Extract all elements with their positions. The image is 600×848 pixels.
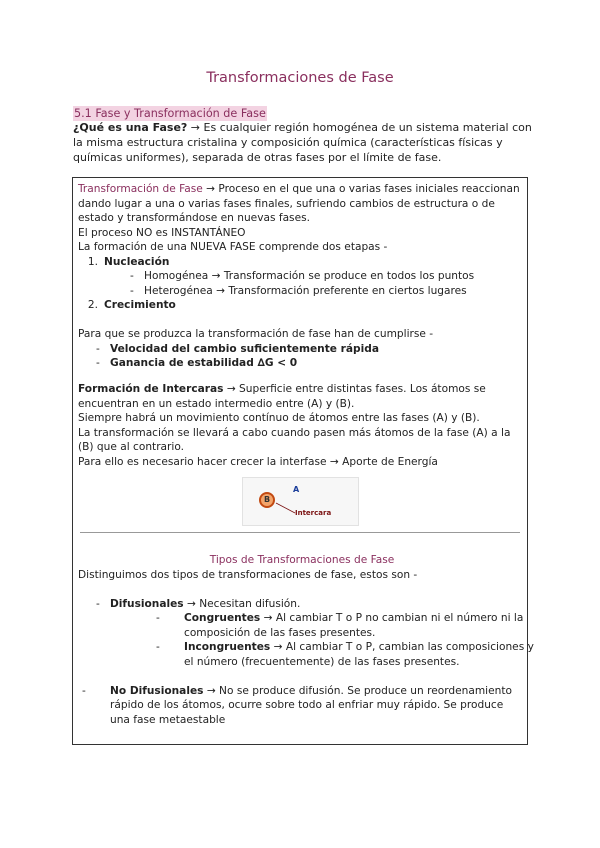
section-heading: 5.1 Fase y Transformación de Fase (74, 107, 266, 120)
condition-stability (96, 356, 544, 371)
interface-definition (78, 382, 526, 411)
non-diffusional-term: No Difusionales (110, 684, 204, 697)
phase-a-label: A (293, 485, 300, 494)
transformation-condition: La transformación se llevará a cabo cuando pasen más átomos de la fase (A) a la (B) que al contrario. (78, 426, 511, 453)
types-heading: Tipos de Transformaciones de Fase (209, 554, 395, 566)
page-title: Transformaciones de Fase (206, 70, 394, 86)
heterogeneous-term: Heterogénea (144, 284, 213, 297)
bullet-dash: - (130, 284, 134, 297)
non-diffusional-text: → No se produce difusión. Se produce un reordenamiento rápido de los átomos, ocurre sobre todo al enfriar muy rápido. Se produce una fase metaestable (110, 684, 512, 726)
incongruent-text: → Al cambiar T o P, cambian las composiciones y el número (frecuentemente) de las fases presentes. (184, 641, 534, 668)
phase-b-circle: B (259, 492, 275, 508)
diffusional-text: → Necesitan difusión. (186, 597, 301, 610)
energy-note: Para ello es necesario hacer crecer la interfase → Aporte de Energía (78, 455, 438, 468)
types-intro: Distinguimos dos tipos de transformaciones de fase, estos son - (78, 568, 418, 581)
subtype-incongruent (156, 640, 536, 669)
type-non-diffusional (82, 684, 520, 728)
interface-label: Intercara (295, 509, 332, 517)
nucleation-heterogeneous (130, 284, 530, 299)
stage-number: 2. (87, 299, 98, 311)
definition-term: Transformación de Fase (78, 183, 203, 195)
interface-text: → Superficie entre distintas fases. Los átomos se encuentran en un estado intermedio entre (A) y (B). (78, 383, 486, 410)
condition-text: Ganancia de estabilidad ∆G < 0 (110, 357, 298, 369)
not-instant-note: El proceso NO es INSTANTÁNEO (78, 226, 246, 239)
congruent-text: → Al cambiar T o P no cambian ni el número ni la composición de las fases presentes. (184, 612, 524, 639)
homogeneous-term: Homogénea (144, 270, 209, 282)
heterogeneous-text: → Transformación preferente en ciertos lugares (216, 284, 467, 297)
nucleation-homogeneous (130, 269, 530, 284)
section-divider (80, 532, 520, 533)
condition-text: Velocidad del cambio suficientemente rápida (110, 342, 379, 355)
bullet-dash: - (82, 684, 86, 697)
stages-intro: La formación de una NUEVA FASE comprende dos etapas - (78, 241, 388, 253)
bullet-dash: - (130, 270, 134, 282)
content-box (72, 177, 534, 745)
bullet-dash: - (96, 597, 100, 610)
homogeneous-text: → Transformación se produce en todos los puntos (211, 270, 475, 282)
conditions-intro: Para que se produzca la transformación de fase han de cumplirse - (78, 328, 434, 340)
incongruent-term: Incongruentes (184, 641, 271, 653)
type-diffusional (96, 597, 544, 612)
bullet-dash: - (156, 641, 160, 653)
atom-movement: Siempre habrá un movimiento contínuo de átomos entre las fases (A) y (B). (78, 412, 480, 424)
transformation-definition (78, 182, 526, 226)
phase-definition (73, 120, 533, 165)
stage-nucleation (78, 255, 526, 270)
bullet-dash: - (156, 612, 160, 624)
subtype-congruent (156, 611, 536, 640)
stage-growth (78, 298, 526, 313)
interface-figure (242, 477, 359, 526)
stage-number: 1. (87, 255, 98, 268)
definition-text: → Proceso en el que una o varias fases iniciales reaccionan dando lugar a una o varias fases finales, sufriendo cambios de estructura o de estado y transformándose en nuevas fases. (78, 183, 520, 224)
interface-pointer (243, 478, 358, 525)
bullet-dash: - (96, 342, 100, 355)
interface-term: Formación de Intercaras (78, 383, 224, 395)
congruent-term: Congruentes (184, 612, 261, 624)
condition-speed (96, 342, 544, 357)
stage-label: Nucleación (104, 255, 170, 268)
bullet-dash: - (96, 357, 100, 369)
phase-answer: → Es cualquier región homogénea de un sistema material con la misma estructura cristalina y composición química (características físicas y químicas uniformes), separada de otras fases por el límite de fase. (73, 121, 532, 164)
phase-question: ¿Qué es una Fase? (73, 121, 188, 134)
stage-label: Crecimiento (104, 299, 176, 311)
diffusional-term: Difusionales (110, 597, 184, 610)
